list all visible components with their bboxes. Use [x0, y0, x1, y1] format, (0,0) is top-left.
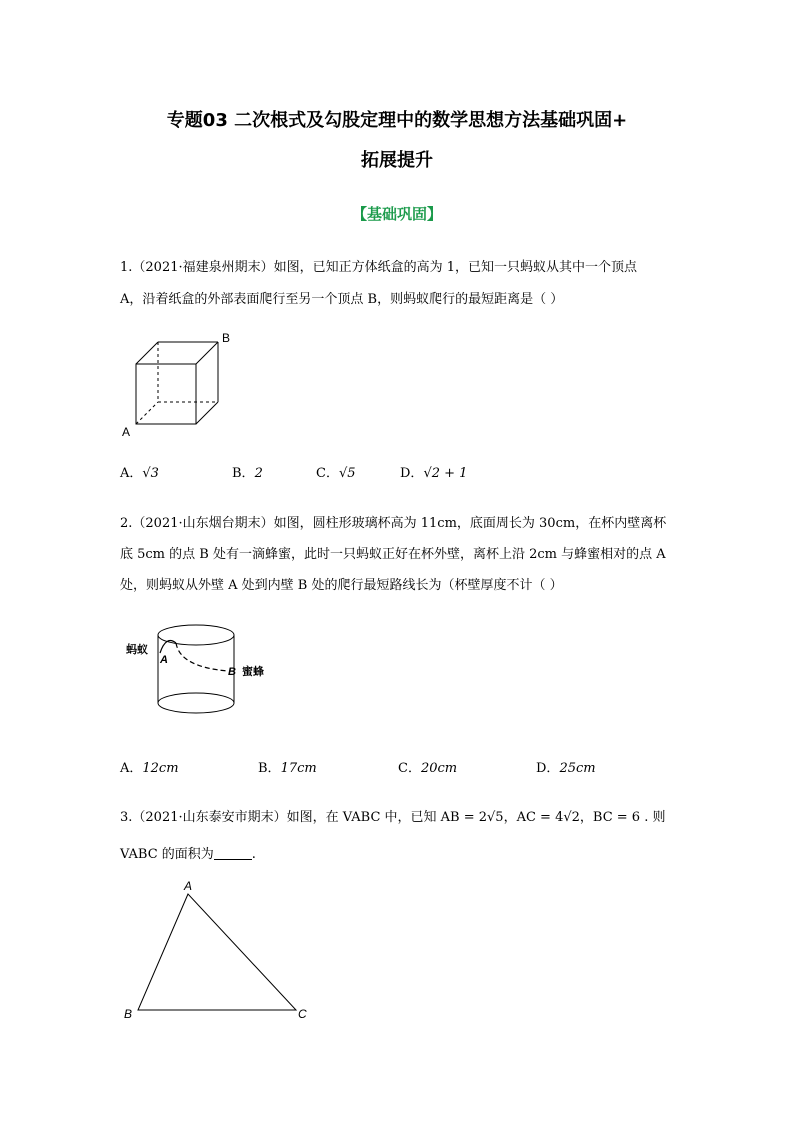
question-2-number: 2. [120, 516, 133, 531]
question-1-option-b: B．2 [232, 466, 263, 481]
question-3-text-line2: VABC 的面积为 [120, 847, 214, 862]
cube-figure [118, 328, 248, 443]
triangle-label-c: C [298, 1007, 307, 1021]
cylinder-figure [122, 615, 282, 725]
cube-label-b: B [222, 331, 231, 345]
question-1-option-d: D．√2 + 1 [400, 466, 468, 481]
cylinder-label-honey: 蜜蜂 [242, 666, 264, 678]
triangle-label-a: A [184, 879, 193, 893]
triangle-figure [118, 878, 318, 1028]
question-1-number: 1. [120, 260, 133, 275]
question-2-option-c: C．20cm [398, 761, 458, 776]
question-1-option-a: A．√3 [120, 466, 159, 481]
question-1-option-c: C．√5 [316, 466, 356, 481]
section-heading: 【基础巩固】 [351, 205, 442, 223]
question-3-line2: VABC 的面积为 . [120, 847, 256, 862]
cylinder-label-a: A [160, 654, 168, 666]
question-1-text-line2: A，沿着纸盒的外部表面爬行至另一个顶点 B，则蚂蚁爬行的最短距离是（ ） [120, 292, 564, 307]
question-2-text-line3: 处，则蚂蚁从外壁 A 处到内壁 B 处的爬行最短路线长为（杯壁厚度不计（ ） [120, 578, 563, 593]
cylinder-label-b: B [228, 666, 236, 678]
question-1-source: （2021·福建泉州期末） [132, 260, 274, 275]
cylinder-label-ant: 蚂蚁 [126, 644, 148, 656]
question-2-text-line1: 如图，圆柱形玻璃杯高为 11cm，底面周长为 30cm，在杯内壁离杯 [273, 516, 667, 531]
question-2-option-a: A．12cm [120, 761, 179, 776]
question-3-source: （2021·山东泰安市期末） [132, 810, 287, 825]
answer-blank[interactable] [214, 859, 252, 860]
question-3-number: 3. [120, 810, 133, 825]
question-1-line1 [120, 256, 637, 275]
question-3-text-line1: 如图，在 VABC 中，已知 AB = 2√5，AC = 4√2，BC = 6 . 则 [286, 810, 666, 825]
question-2-text-line2: 底 5cm 的点 B 处有一滴蜂蜜，此时一只蚂蚁正好在杯外壁，离杯上沿 2cm 与蜂蜜相对的点 A [120, 547, 666, 562]
document-title-line2: 拓展提升 [361, 150, 433, 171]
cube-label-a: A [122, 425, 131, 439]
question-2-option-d: D．25cm [536, 761, 596, 776]
question-2-line1 [120, 512, 666, 531]
question-2-source: （2021·山东烟台期末） [132, 516, 274, 531]
question-1-text-line1: 如图，已知正方体纸盒的高为 1，已知一只蚂蚁从其中一个顶点 [273, 260, 638, 275]
question-3-line1 [120, 806, 665, 825]
document-title-line1: 专题03 二次根式及勾股定理中的数学思想方法基础巩固+ [166, 110, 628, 131]
triangle-label-b: B [124, 1007, 133, 1021]
question-2-option-b: B．17cm [258, 761, 317, 776]
